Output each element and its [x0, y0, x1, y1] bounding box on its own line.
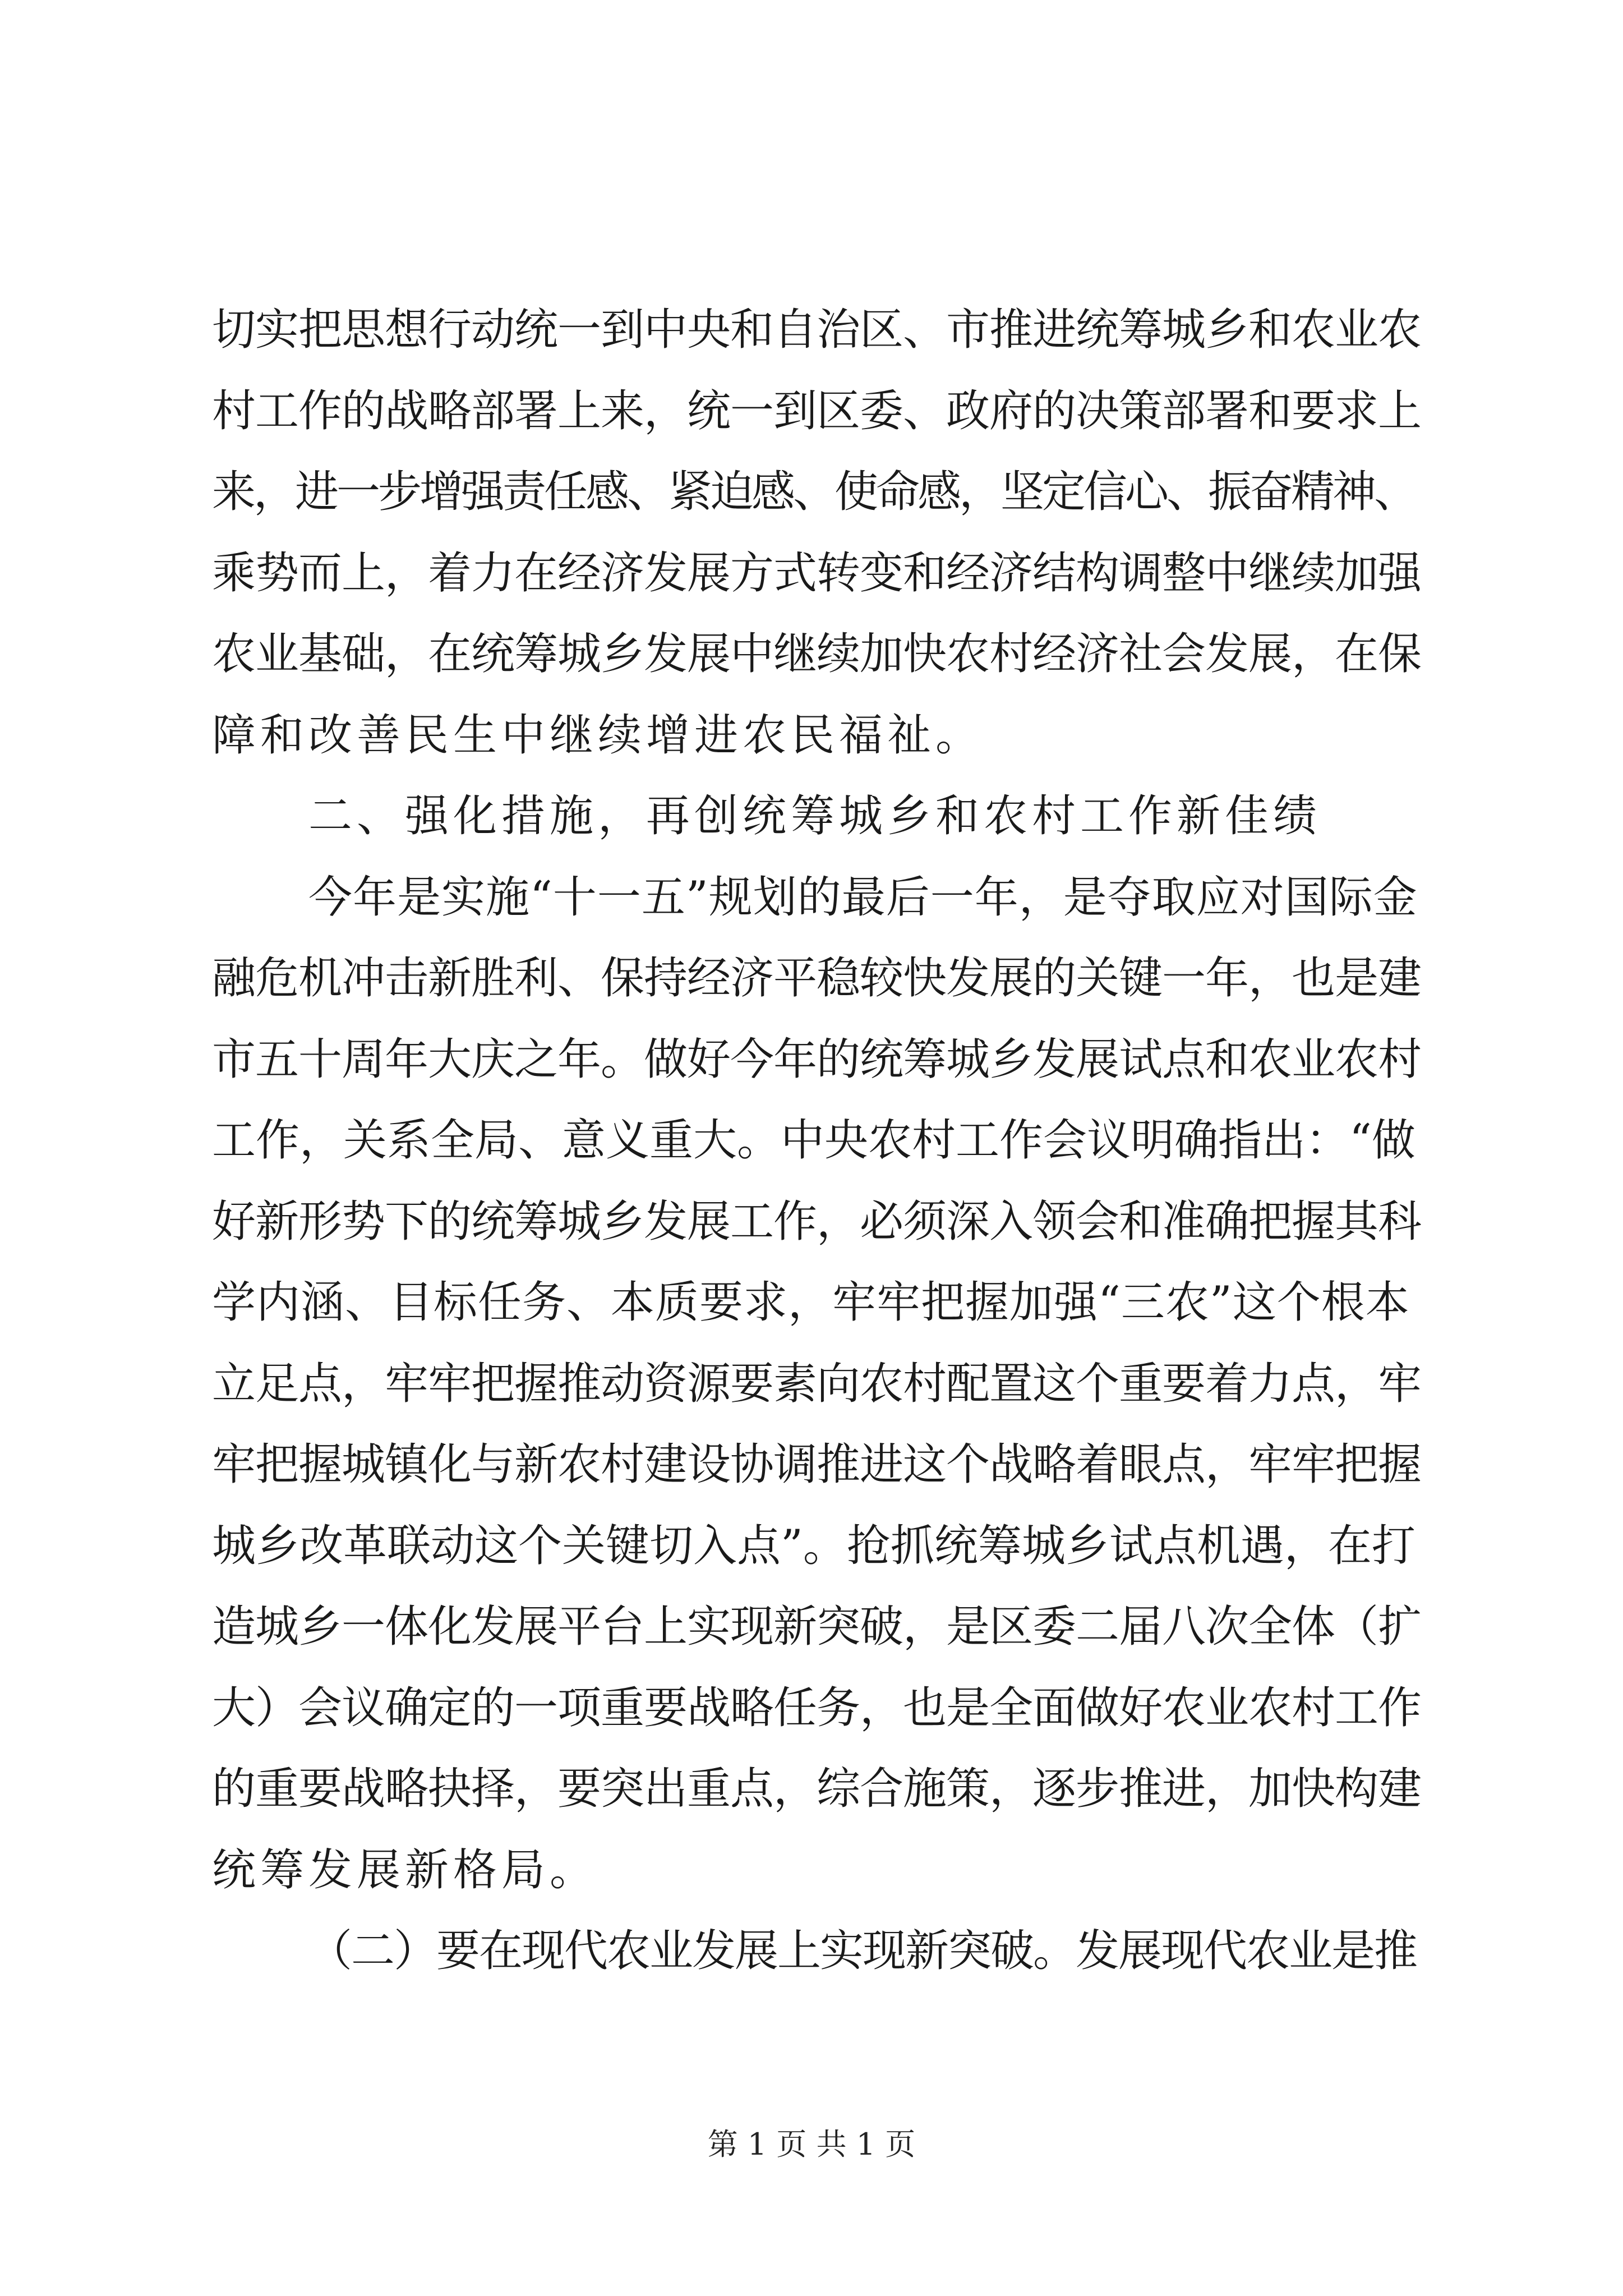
text-line: 来，进一步增强责任感、紧迫感、使命感，坚定信心、振奋精神、: [212, 467, 1416, 517]
text-line: 造城乡一体化发展平台上实现新突破，是区委二届八次全体（扩: [212, 1602, 1422, 1652]
text-line: 工作，关系全局、意义重大。中央农村工作会议明确指出：“做: [212, 1115, 1415, 1166]
text-line: 切实把思想行动统一到中央和自治区、市推进统筹城乡和农业农: [212, 305, 1422, 355]
text-line: 城乡改革联动这个关键切入点”。抢抓统筹城乡试点机遇，在打: [212, 1520, 1415, 1571]
text-line: 农业基础，在统筹城乡发展中继续加快农村经济社会发展，在保: [212, 629, 1422, 679]
text-line: 学内涵、目标任务、本质要求，牢牢把握加强“三农”这个根本: [212, 1277, 1410, 1328]
text-line: 好新形势下的统筹城乡发展工作，必须深入领会和准确把握其科: [212, 1196, 1422, 1247]
document-body: [212, 289, 1422, 1992]
text-line: 村工作的战略部署上来，统一到区委、政府的决策部署和要求上: [212, 385, 1422, 436]
text-line: 立足点，牢牢把握推动资源要素向农村配置这个重要着力点，牢: [212, 1358, 1422, 1409]
text-line: 今年是实施“十一五”规划的最后一年，是夺取应对国际金: [308, 872, 1418, 923]
text-line: （二）要在现代农业发展上实现新突破。发展现代农业是推: [308, 1926, 1417, 1976]
text-line: 乘势而上，着力在经济发展方式转变和经济结构调整中继续加强: [212, 547, 1422, 599]
text-line: 二、强化措施，再创统筹城乡和农村工作新佳绩: [308, 791, 1322, 841]
text-line: 的重要战略抉择，要突出重点，综合施策，逐步推进，加快构建: [212, 1764, 1422, 1814]
page-footer: 第 1 页 共 1 页: [707, 2127, 916, 2162]
text-line: 大）会议确定的一项重要战略任务，也是全面做好农业农村工作: [212, 1682, 1422, 1733]
text-line: 牢把握城镇化与新农村建设协调推进这个战略着眼点，牢牢把握: [212, 1439, 1422, 1490]
text-line: 融危机冲击新胜利、保持经济平稳较快发展的关键一年，也是建: [212, 953, 1422, 1004]
text-line: 障和改善民生中继续增进农民福祉。: [212, 710, 984, 761]
text-line: 市五十周年大庆之年。做好今年的统筹城乡发展试点和农业农村: [212, 1034, 1422, 1085]
text-line: 统筹发展新格局。: [212, 1844, 598, 1895]
